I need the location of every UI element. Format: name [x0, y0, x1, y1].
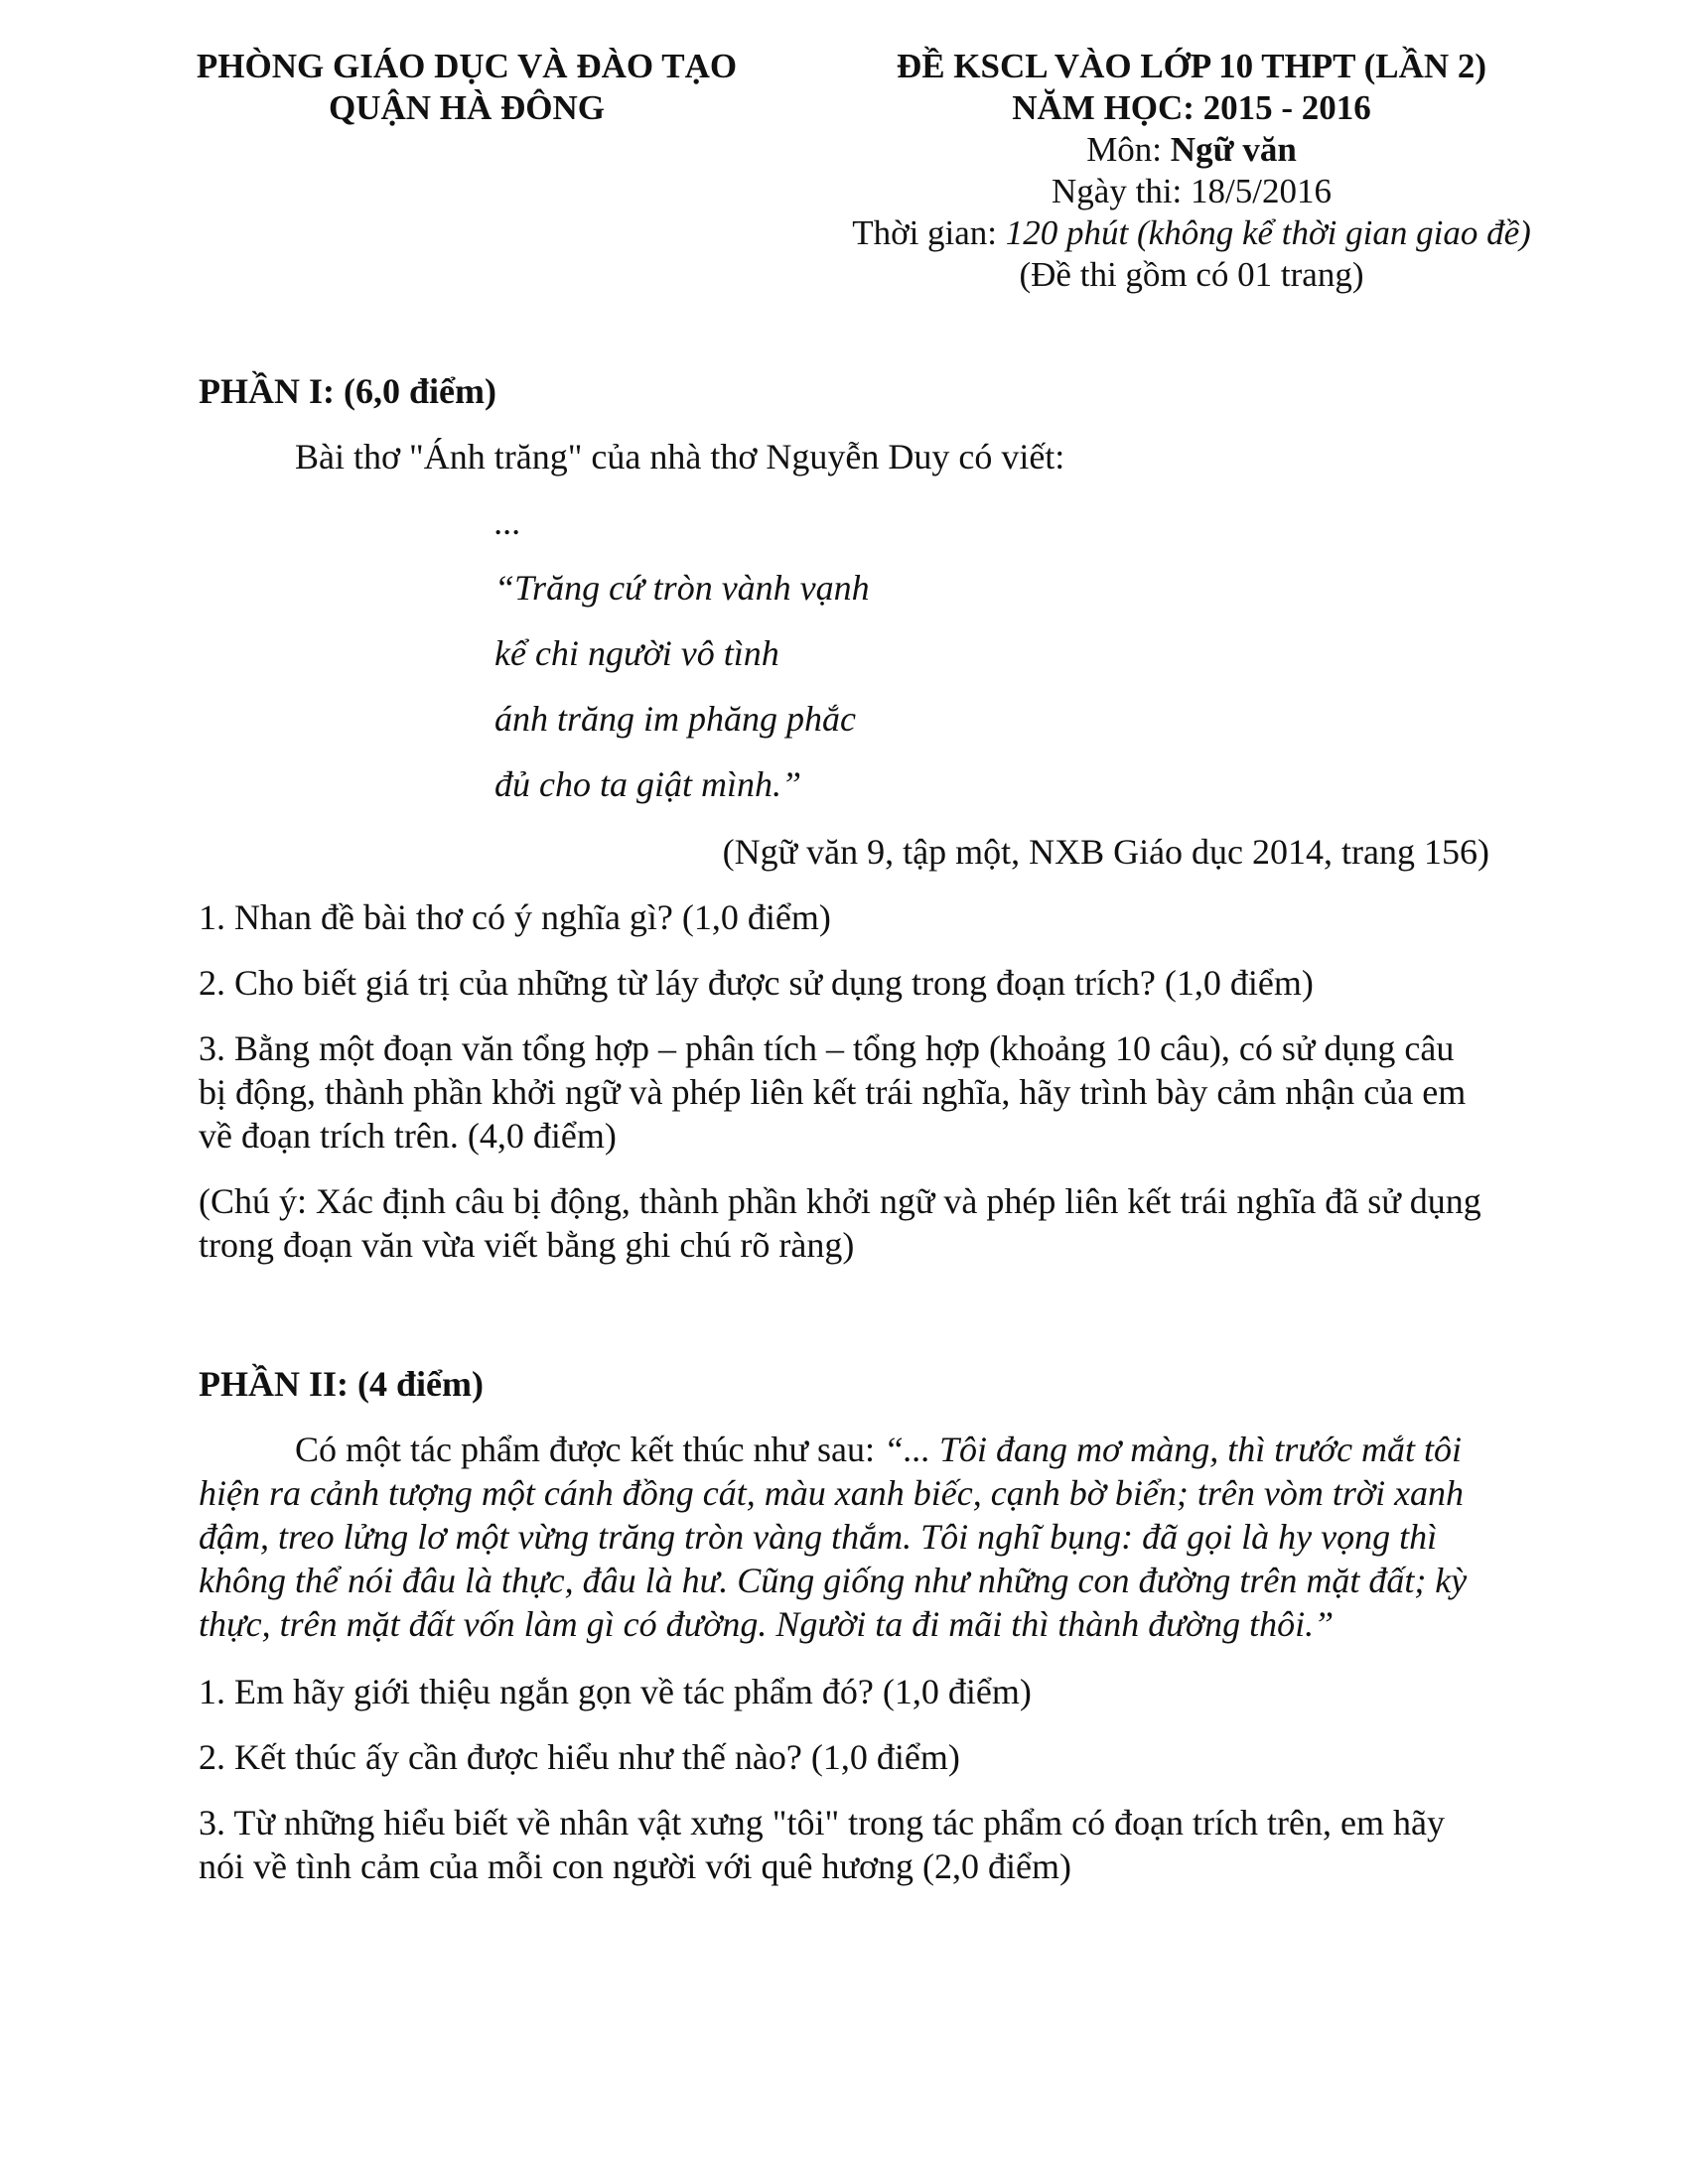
- time-line: [844, 212, 1539, 254]
- poem-line-2: “Trăng cứ tròn vành vạnh: [494, 568, 870, 608]
- subject-value: Ngữ văn: [1170, 130, 1297, 169]
- part2-question-1: 1. Em hãy giới thiệu ngắn gọn về tác phẩm đó? (1,0 điểm): [199, 1672, 1032, 1711]
- exam-date: Ngày thi: 18/5/2016: [1052, 172, 1332, 210]
- school-year: NĂM HỌC: 2015 - 2016: [1012, 88, 1371, 127]
- subject-line: [844, 129, 1539, 171]
- pages-note: (Đề thi gồm có 01 trang): [1019, 255, 1364, 294]
- poem-line-3: kể chi người vô tình: [494, 633, 779, 673]
- department-name: PHÒNG GIÁO DỤC VÀ ĐÀO TẠO: [196, 47, 738, 85]
- part1-question-1: 1. Nhan đề bài thơ có ý nghĩa gì? (1,0 điểm): [199, 897, 831, 937]
- header-left: [149, 46, 784, 129]
- part2-question-3: 3. Từ những hiểu biết về nhân vật xưng "tôi" trong tác phẩm có đoạn trích trên, em hãy nói về tình cảm của mỗi con người với quê hương (2,0 điểm): [199, 1803, 1445, 1886]
- part2-intro: [199, 1428, 1489, 1646]
- poem-line-4: ánh trăng im phăng phắc: [494, 699, 856, 739]
- part1-question-3: 3. Bằng một đoạn văn tổng hợp – phân tích – tổng hợp (khoảng 10 câu), có sử dụng câu bị động, thành phần khởi ngữ và phép liên kết trái nghĩa, hãy trình bày cảm nhận của em về đoạn trích trên. (4,0 điểm): [199, 1028, 1467, 1156]
- part2-intro-quote: “... Tôi đang mơ màng, thì trước mắt tôi hiện ra cảnh tượng một cánh đồng cát, màu xanh biếc, cạnh bờ biển; trên vòm trời xanh đậm, treo lửng lơ một vừng trăng tròn vàng thắm. Tôi nghĩ bụng: đã gọi là hy vọng thì không thể nói đâu là thực, đâu là hư. Cũng giống như những con đường trên mặt đất; kỳ thực, trên mặt đất vốn làm gì có đường. Người ta đi mãi thì thành đường thôi.”: [199, 1430, 1468, 1644]
- time-label: Thời gian:: [852, 213, 1006, 252]
- time-value: 120 phút (không kể thời gian giao đề): [1005, 213, 1531, 252]
- poem-line-5: đủ cho ta giật mình.”: [494, 764, 802, 804]
- part2-intro-plain: Có một tác phẩm được kết thúc như sau:: [295, 1430, 884, 1469]
- part2-question-2: 2. Kết thúc ấy cần được hiểu như thế nào? (1,0 điểm): [199, 1737, 960, 1777]
- header-right: [844, 46, 1539, 296]
- part1-intro: Bài thơ "Ánh trăng" của nhà thơ Nguyễn Duy có viết:: [295, 437, 1065, 477]
- poem-line-1: ...: [494, 502, 521, 542]
- district-name: QUẬN HÀ ĐÔNG: [328, 88, 606, 127]
- part2-heading: PHẦN II: (4 điểm): [199, 1364, 484, 1404]
- exam-title: ĐỀ KSCL VÀO LỚP 10 THPT (LẦN 2): [896, 47, 1487, 85]
- part1-heading: PHẦN I: (6,0 điểm): [199, 371, 496, 411]
- part1-note: (Chú ý: Xác định câu bị động, thành phần khởi ngữ và phép liên kết trái nghĩa đã sử dụng trong đoạn văn vừa viết bằng ghi chú rõ ràng): [199, 1181, 1481, 1265]
- subject-label: Môn:: [1086, 130, 1171, 169]
- part1-question-2: 2. Cho biết giá trị của những từ láy được sử dụng trong đoạn trích? (1,0 điểm): [199, 963, 1314, 1003]
- poem-source: (Ngữ văn 9, tập một, NXB Giáo dục 2014, trang 156): [722, 832, 1489, 872]
